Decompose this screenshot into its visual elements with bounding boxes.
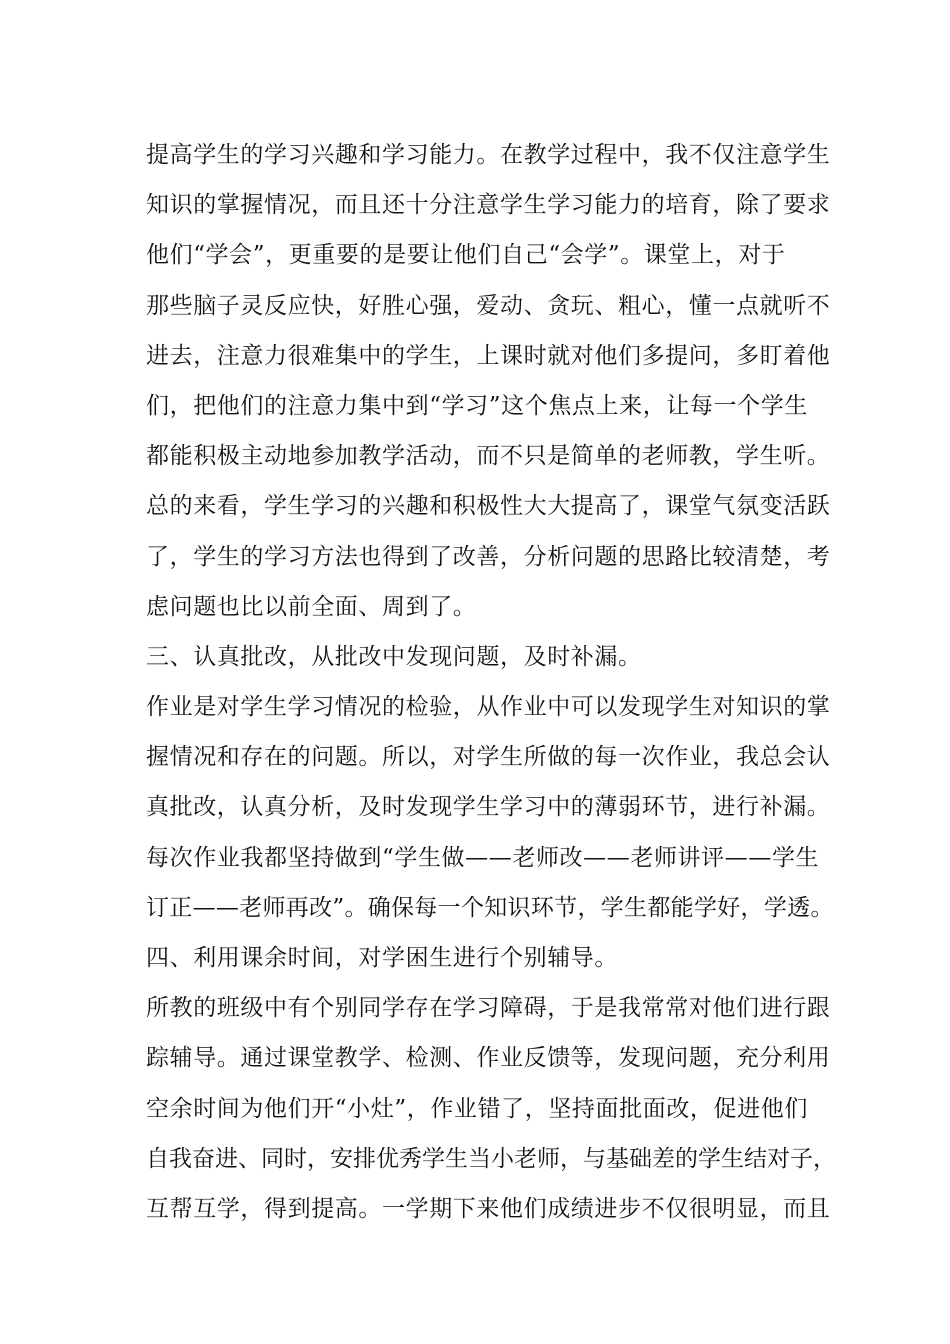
body-text (146, 130, 836, 1234)
text-line: 他们“学会”，更重要的是要让他们自己“会学”。课堂上，对于 (146, 242, 786, 269)
text-line: 了，学生的学习方法也得到了改善，分析问题的思路比较清楚，考 (146, 543, 831, 570)
section-heading-4: 四、利用课余时间，对学困生进行个别辅导。 (146, 945, 618, 971)
text-line: 们，把他们的注意力集中到“学习”这个焦点上来，让每一个学生 (146, 392, 808, 419)
text-line: 真批改，认真分析，及时发现学生学习中的薄弱环节，进行补漏。 (146, 794, 831, 821)
text-line: 知识的掌握情况，而且还十分注意学生学习能力的培育，除了要求 (146, 192, 831, 219)
section-heading-3: 三、认真批改，从批改中发现问题，及时补漏。 (146, 643, 642, 670)
text-line: 互帮互学，得到提高。一学期下来他们成绩进步不仅很明显，而且 (146, 1195, 831, 1222)
text-line: 踪辅导。通过课堂教学、检测、作业反馈等，发现问题，充分利用 (146, 1045, 831, 1072)
text-line: 所教的班级中有个别同学存在学习障碍，于是我常常对他们进行跟 (146, 995, 831, 1022)
text-line: 虑问题也比以前全面、周到了。 (146, 593, 477, 620)
text-line: 总的来看，学生学习的兴趣和积极性大大提高了，课堂气氛变活跃 (146, 493, 831, 520)
text-line: 提高学生的学习兴趣和学习能力。在教学过程中，我不仅注意学生 (146, 142, 831, 168)
text-line: 作业是对学生学习情况的检验，从作业中可以发现学生对知识的掌 (146, 694, 831, 721)
text-line: 握情况和存在的问题。所以，对学生所做的每一次作业，我总会认 (146, 744, 831, 771)
text-line: 自我奋进、同时，安排优秀学生当小老师，与基础差的学生结对子， (146, 1145, 836, 1172)
text-line: 每次作业我都坚持做到“学生做——老师改——老师讲评——学生 (146, 844, 820, 871)
text-line: 空余时间为他们开“小灶”，作业错了，坚持面批面改，促进他们 (146, 1095, 808, 1122)
text-line: 那些脑子灵反应快，好胜心强，爱动、贪玩、粗心，懂一点就听不 (146, 292, 831, 319)
text-line: 都能积极主动地参加教学活动，而不只是简单的老师教，学生听。 (146, 443, 831, 470)
text-line: 订正——老师再改”。确保每一个知识环节，学生都能学好，学透。 (146, 894, 834, 921)
text-line: 进去，注意力很难集中的学生，上课时就对他们多提问，多盯着他 (146, 342, 831, 369)
